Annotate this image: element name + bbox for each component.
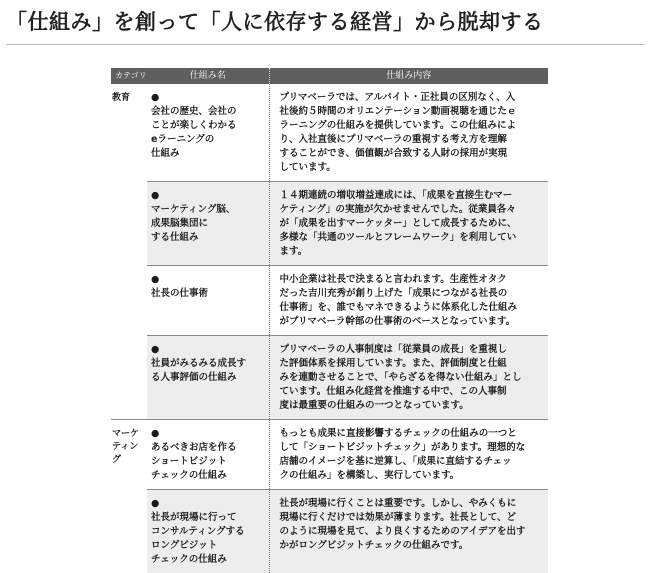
mechanism-table	[111, 68, 548, 573]
mechanism-name: 社長が現場に行って コンサルティングする ロングビジット チェックの仕組み	[151, 511, 257, 567]
mechanism-name: あるべきお店を作る ショートビジット チェックの仕組み	[151, 441, 257, 483]
table-row	[111, 420, 548, 490]
header-name: 仕組み名	[147, 68, 269, 84]
table-row	[111, 266, 548, 336]
row-category	[111, 420, 147, 490]
mechanism-description: プリマベーラの人事制度は「従業員の成長」を重視し た評価体系を採用しています。また、評価制度と仕組 みを連動させることで、「やらざるを得ない仕組み」とし ています。仕組み化経営を推進する中で、この人事制 度は最重要の仕組みの一つとなっています。	[269, 336, 548, 420]
category-label: マーケ ティング	[112, 429, 139, 465]
mechanism-name: 会社の歴史、会社の ことが楽しくわかる eラーニングの 仕組み	[151, 105, 257, 161]
bullet-icon: ●	[151, 91, 161, 105]
row-name	[147, 336, 269, 420]
table-row	[111, 182, 548, 266]
title-divider	[6, 44, 645, 45]
table-row	[111, 490, 548, 573]
mechanism-description: プリマベーラでは、アルバイト・正社員の区別なく、入 社後約５時間のオリエンテーション動画視聴を通じたｅ ラーニングの仕組みを提供しています。この仕組みによ り、入社直後にプリマベーラの重視する考え方を理解 することができ、価値観が合致する人財の採用が実現 しています。	[269, 84, 548, 182]
row-category	[111, 182, 147, 266]
table-header-row	[111, 68, 548, 84]
bullet-icon: ●	[151, 427, 161, 441]
row-category	[111, 336, 147, 420]
row-name	[147, 490, 269, 573]
mechanism-description: １４期連続の増収増益達成には、「成果を直接生むマー ケティング」の実施が欠かせませんでした。従業員各々 が「成果を出すマーケッター」として成長するために、 多様な「共通のツールとフレームワーク」を利用してい ます。	[269, 182, 548, 266]
row-category	[111, 490, 147, 573]
mechanism-name: マーケティング脳、 成果脳集団に する仕組み	[151, 203, 257, 245]
table-row	[111, 84, 548, 182]
mechanism-name: 社長の仕事術	[151, 287, 257, 301]
row-category	[111, 84, 147, 182]
bullet-icon: ●	[151, 343, 161, 357]
row-category	[111, 266, 147, 336]
header-content: 仕組み内容	[269, 68, 548, 84]
category-label: 教育	[112, 93, 130, 103]
mechanism-description: 中小企業は社長で決まると言われます。生産性オタク だった吉川充秀が創り上げた「成果につながる社長の 仕事術」を、誰でもマネできるように体系化した仕組み がプリマベーラ幹部の仕事術のベースとなっています。	[269, 266, 548, 336]
bullet-icon: ●	[151, 189, 161, 203]
page-title: 「仕組み」を創って「人に依存する経営」から脱却する	[6, 6, 650, 36]
header-category: カテゴリ	[111, 68, 147, 84]
mechanism-description: もっとも成果に直接影響するチェックの仕組みの一つと して「ショートビジットチェック」があります。理想的な 店舗のイメージを基に逆算し、「成果に直結するチェッ クの仕組み」を構築し、実行しています。	[269, 420, 548, 490]
row-name	[147, 182, 269, 266]
table-row	[111, 336, 548, 420]
row-name	[147, 84, 269, 182]
bullet-icon: ●	[151, 273, 161, 287]
bullet-icon: ●	[151, 497, 161, 511]
row-name	[147, 266, 269, 336]
mechanism-description: 社長が現場に行くことは重要です。しかし、やみくもに 現場に行くだけでは効果が薄まります。社長として、ど のように現場を見て、より良くするためのアイデアを出す かがロングビジットチェックの仕組みです。	[269, 490, 548, 573]
mechanism-name: 社員がみるみる成長す る人事評価の仕組み	[151, 357, 257, 385]
row-name	[147, 420, 269, 490]
